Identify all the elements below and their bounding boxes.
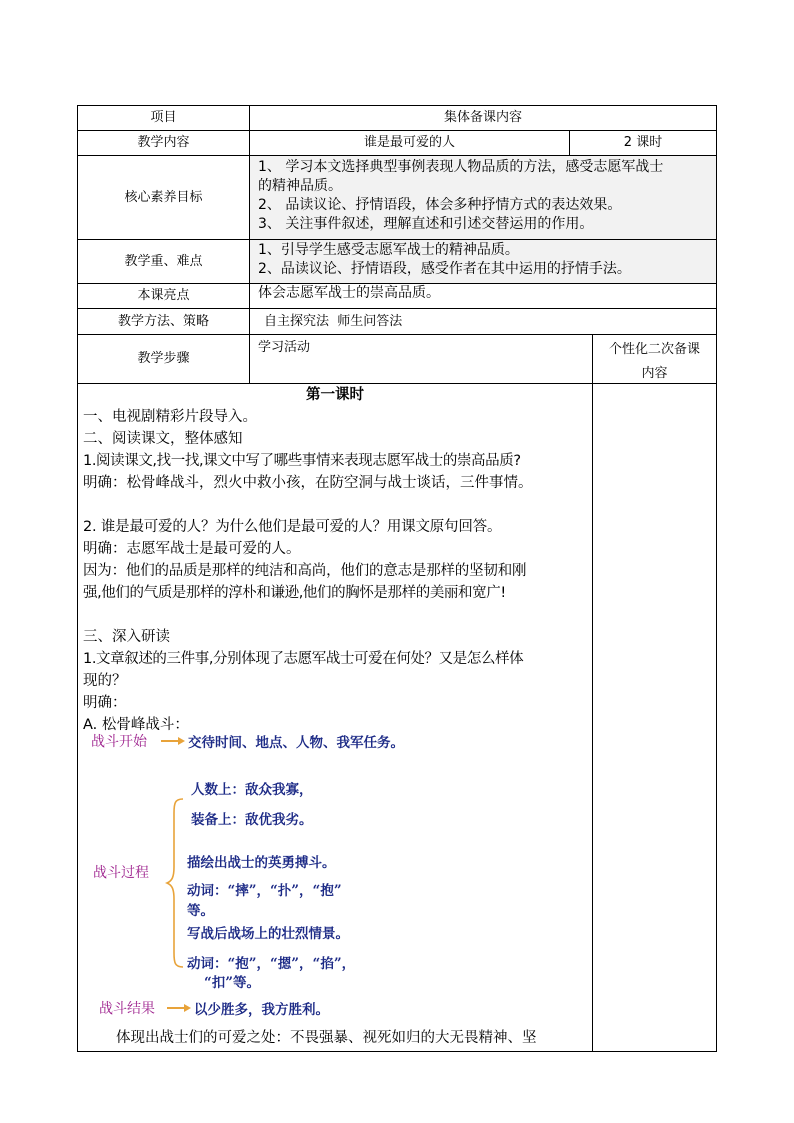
arrow-right-icon	[166, 1003, 192, 1013]
activity-label: 学习活动	[258, 340, 311, 355]
table-rule	[77, 1051, 717, 1052]
process-item: 动词：“摔”，“扑”，“抱”	[187, 883, 342, 899]
lesson-body-text	[83, 406, 591, 736]
method-label: 教学方法、策略	[117, 313, 209, 329]
body-line: A. 松骨峰战斗：	[83, 717, 189, 733]
personal-prep-label-line2: 内容	[641, 366, 668, 381]
body-line	[83, 604, 591, 626]
goals-cell	[250, 156, 716, 239]
body-line	[83, 494, 591, 516]
body-line: 2. 谁是最可爱的人？为什么他们是最可爱的人？用课文原句回答。	[83, 519, 502, 535]
steps-label: 教学步骤	[137, 351, 190, 366]
battle-result-text: 以少胜多，我方胜利。	[194, 1002, 329, 1018]
key-label: 教学重、难点	[124, 253, 203, 269]
body-line: 1.文章叙述的三件事,分别体现了志愿军战士可爱在何处？又是怎么样体	[83, 651, 524, 667]
brace-icon	[165, 797, 185, 969]
highlight-label: 本课亮点	[137, 288, 190, 303]
body-line: 因为：他们的品质是那样的纯洁和高尚，他们的意志是那样的坚韧和刚	[83, 563, 527, 579]
content-label: 教学内容	[137, 135, 190, 150]
goal-line: 1、 学习本文选择典型事例表现人物品质的方法，感受志愿军战士	[258, 159, 664, 175]
goals-label: 核心素养目标	[124, 189, 203, 205]
lesson-hours: 2 课时	[623, 135, 663, 150]
highlight-text: 体会志愿军战士的崇高品质。	[258, 285, 440, 301]
key-point-line: 2、品读议论、抒情语段，感受作者在其中运用的抒情手法。	[258, 261, 631, 277]
battle-result-label: 战斗结果	[99, 1001, 155, 1017]
body-line: 1.阅读课文,找一找,课文中写了哪些事情来表现志愿军战士的崇高品质?	[83, 453, 521, 469]
process-item: 等。	[187, 903, 214, 919]
goal-line: 的精神品质。	[258, 178, 342, 194]
process-item: 装备上：敌优我劣。	[191, 812, 313, 828]
table-rule	[716, 105, 717, 1052]
personal-prep-label	[593, 338, 716, 382]
process-item: 动词：“抱”，“摁”，“掐”，	[187, 956, 356, 972]
method-text: 自主探究法 师生问答法	[264, 313, 403, 329]
process-item: “扣”等。	[204, 975, 261, 991]
key-points-cell	[250, 240, 716, 283]
header-col-content: 集体备课内容	[443, 110, 522, 125]
lesson-heading: 第一课时	[306, 387, 364, 403]
body-line: 三、深入研读	[83, 629, 170, 645]
process-item: 写战后战场上的壮烈情景。	[187, 926, 349, 942]
body-line: 明确：	[83, 695, 127, 711]
battle-process-label: 战斗过程	[93, 865, 149, 881]
goal-line: 3、 关注事件叙述，理解直述和引述交替运用的作用。	[258, 216, 594, 232]
header-col-item: 项目	[150, 110, 177, 125]
key-point-line: 1、引导学生感受志愿军战士的精神品质。	[258, 242, 519, 258]
battle-start-text: 交待时间、地点、人物、我军任务。	[188, 735, 404, 751]
body-line: 二、阅读课文，整体感知	[83, 431, 243, 447]
process-item: 描绘出战士的英勇搏斗。	[187, 855, 336, 871]
body-line: 一、电视剧精彩片段导入。	[83, 409, 257, 425]
arrow-right-icon	[160, 736, 186, 746]
lesson-title: 谁是最可爱的人	[363, 135, 455, 150]
body-line: 明确：松骨峰战斗，烈火中救小孩，在防空洞与战士谈话，三件事情。	[83, 475, 533, 491]
summary-line: 体现出战士们的可爱之处：不畏强暴、视死如归的大无畏精神、坚	[116, 1030, 537, 1046]
body-line: 现的？	[83, 673, 127, 689]
body-line: 强,他们的气质是那样的淳朴和谦逊,他们的胸怀是那样的美丽和宽广!	[83, 585, 506, 601]
process-item: 人数上：敌众我寡，	[191, 782, 313, 798]
body-line: 明确：志愿军战士是最可爱的人。	[83, 541, 301, 557]
battle-start-label: 战斗开始	[91, 734, 147, 750]
table-rule	[592, 334, 593, 1052]
goal-line: 2、 品读议论、抒情语段，体会多种抒情方式的表达效果。	[258, 197, 622, 213]
personal-prep-label-line1: 个性化二次备课	[608, 342, 700, 357]
